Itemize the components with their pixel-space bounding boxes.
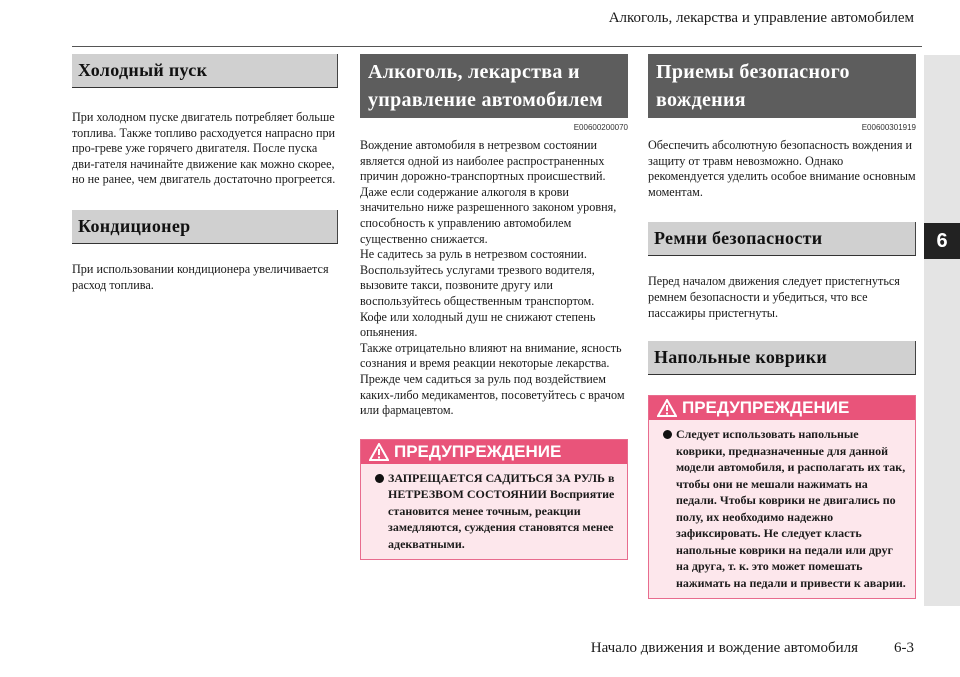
warning-header	[649, 396, 915, 420]
alcohol-para-2: Не садитесь за руль в нетрезвом состоянии. Воспользуйтесь услугами трезвого водителя, вызовите такси, позвоните другу или воспользуйтесь общественным транспортом.	[360, 247, 595, 308]
warning-triangle-icon	[369, 443, 389, 461]
aircon-text: При использовании кондиционера увеличивается расход топлива.	[72, 261, 329, 292]
alcohol-heading: Алкоголь, лекарства и управление автомобилем	[360, 54, 628, 118]
safe-driving-heading: Приемы безопасного вождения	[648, 54, 916, 118]
alcohol-para-3: Кофе или холодный душ не снижают степень опьянения.	[360, 309, 596, 340]
running-title: Алкоголь, лекарства и управление автомобилем	[608, 10, 914, 26]
warning-text: ЗАПРЕЩАЕТСЯ САДИТЬСЯ ЗА РУЛЬ в НЕТРЕЗВОМ СОСТОЯНИИ Восприятие становится менее точным, реакции замедляются, суждения становятся менее адекватными.	[388, 470, 615, 551]
page-footer	[591, 640, 914, 657]
floor-mats-warning-box	[648, 395, 916, 599]
page-number: 6-3	[894, 640, 914, 656]
column-left	[72, 54, 338, 293]
alcohol-para-1: Вождение автомобиля в нетрезвом состоянии является одной из наиболее распространенных причин дорожно-транспортных происшествий. Даже если содержание алкоголя в крови значительно ниже разрешенного законом уровня, способность к управлению автомобилем существенно снижается.	[360, 138, 617, 246]
floor-mats-heading: Напольные коврики	[648, 341, 916, 375]
warning-header	[361, 440, 627, 464]
warning-triangle-icon	[657, 399, 677, 417]
bullet-icon	[375, 474, 384, 483]
chapter-number: 6	[924, 223, 960, 259]
alcohol-warning-box	[360, 439, 628, 561]
section-code: E00600200070	[573, 123, 628, 132]
seat-belts-text: Перед началом движения следует пристегнуться ремнем безопасности и убедиться, что все пассажиры пристегнуты.	[648, 274, 900, 320]
column-middle	[360, 54, 628, 560]
column-right	[648, 54, 916, 599]
warning-label: ПРЕДУПРЕЖДЕНИЕ	[682, 398, 850, 418]
cold-start-heading: Холодный пуск	[72, 54, 338, 88]
aircon-heading: Кондиционер	[72, 210, 338, 244]
alcohol-para-4: Также отрицательно влияют на внимание, ясность сознания и время реакции некоторые лекарства. Прежде чем садиться за руль под воздействием каких-либо медикаментов, посоветуйтесь с врачом или фармацевтом.	[360, 340, 625, 418]
warning-text: Следует использовать напольные коврики, предназначенные для данной модели автомобиля, и располагать их так, чтобы они не мешали нажимать на педали. Чтобы коврики не двигались по полу, их необходимо надежно зафиксировать. Не следует класть напольные коврики на педали или друг на друга, т. к. это может помешать нажимать на педали и привести к аварии.	[676, 427, 906, 590]
warning-label: ПРЕДУПРЕЖДЕНИЕ	[394, 441, 562, 461]
seat-belts-heading: Ремни безопасности	[648, 222, 916, 256]
footer-section: Начало движения и вождение автомобиля	[590, 640, 858, 656]
bullet-icon	[663, 430, 672, 439]
warning-item	[361, 464, 627, 553]
chapter-side-tab	[924, 55, 960, 606]
warning-item	[649, 420, 915, 591]
top-rule	[72, 46, 922, 47]
cold-start-text: При холодном пуске двигатель потребляет больше топлива. Также топливо расходуется напрасно при про-греве уже горячего двигателя. После пуска дви-гателя начинайте движение как можно скорее, но не ранее, чем двигатель достаточно прогреется.	[72, 110, 336, 187]
safe-driving-intro: Обеспечить абсолютную безопасность вождения и защиту от травм невозможно. Однако рекомендуется уделить особое внимание основным моментам.	[648, 138, 916, 199]
section-code: E00600301919	[861, 123, 916, 132]
